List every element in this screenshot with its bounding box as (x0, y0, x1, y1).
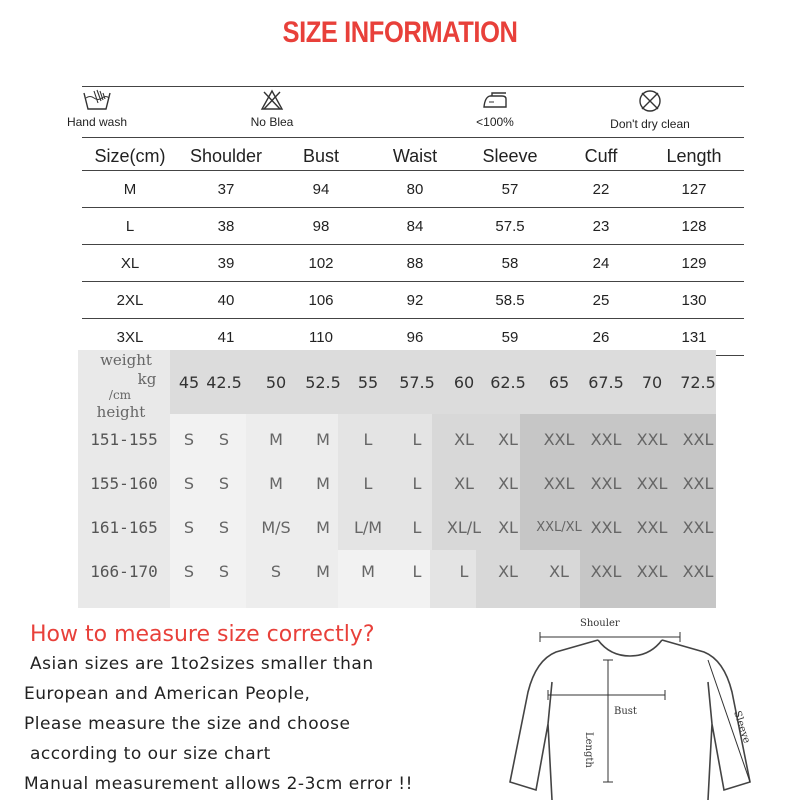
size-cell: XXL (590, 473, 622, 493)
size-cell: L (459, 561, 469, 581)
page-title: SIZE INFORMATION (282, 16, 518, 49)
column-header: Sleeve (462, 142, 558, 171)
size-cell: XL (498, 517, 518, 537)
measure-line: Manual measurement allows 2-3cm error !! (24, 774, 413, 794)
care-no-bleach (242, 87, 302, 129)
size-cell: XXL (543, 429, 575, 449)
table-cell: 3XL (82, 319, 178, 356)
table-cell: 127 (644, 171, 744, 208)
table-cell: 128 (644, 208, 744, 245)
iron-icon (480, 89, 510, 111)
size-cell: S (270, 561, 282, 581)
column-header: Cuff (558, 142, 644, 171)
size-cell: S (183, 517, 195, 537)
size-cell: XXL (590, 429, 622, 449)
size-cell: XXL (682, 561, 714, 581)
size-cell: XL (498, 561, 518, 581)
table-cell: 98 (274, 208, 368, 245)
table-row (82, 245, 744, 282)
column-header: Bust (274, 142, 368, 171)
table-cell: 40 (178, 282, 274, 319)
table-cell: 80 (368, 171, 462, 208)
sleeve-label: Sleeve (731, 709, 752, 745)
size-cell: M (269, 473, 283, 493)
size-table (82, 142, 744, 356)
table-cell: 110 (274, 319, 368, 356)
table-cell: 38 (178, 208, 274, 245)
size-cell: S (183, 561, 195, 581)
height-label: 151-155 (90, 429, 158, 449)
weight-label: 50 (265, 372, 287, 392)
table-cell: 25 (558, 282, 644, 319)
corner-weight-label: weight (100, 351, 152, 369)
size-cell: XL (549, 561, 569, 581)
table-cell: M (82, 171, 178, 208)
size-cell: S (218, 561, 230, 581)
weight-label: 55 (357, 372, 379, 392)
size-cell: XXL (682, 473, 714, 493)
care-label: No Blea (250, 115, 294, 129)
column-header: Waist (368, 142, 462, 171)
size-cell: XXL (590, 561, 622, 581)
size-cell: XL/L (446, 517, 482, 537)
column-header: Size(cm) (82, 142, 178, 171)
table-cell: L (82, 208, 178, 245)
table-cell: 22 (558, 171, 644, 208)
table-cell: 39 (178, 245, 274, 282)
table-cell: 84 (368, 208, 462, 245)
size-cell: XXL (636, 429, 668, 449)
table-row (82, 282, 744, 319)
table-cell: 23 (558, 208, 644, 245)
no-dry-clean-icon (638, 89, 662, 113)
weight-label: 57.5 (399, 372, 435, 392)
table-cell: XL (82, 245, 178, 282)
size-cell: M (316, 561, 330, 581)
table-cell: 131 (644, 319, 744, 356)
table-cell: 92 (368, 282, 462, 319)
corner-height-label: height (96, 403, 146, 421)
table-cell: 94 (274, 171, 368, 208)
table-cell: 58 (462, 245, 558, 282)
care-label: Don't dry clean (610, 117, 690, 131)
table-cell: 106 (274, 282, 368, 319)
table-cell: 41 (178, 319, 274, 356)
table-cell: 24 (558, 245, 644, 282)
weight-label: 62.5 (490, 372, 526, 392)
size-cell: S (183, 429, 195, 449)
table-cell: 96 (368, 319, 462, 356)
size-cell: XXL (682, 429, 714, 449)
height-label: 161-165 (90, 517, 158, 537)
care-hand-wash (60, 87, 134, 129)
size-cell: L/M (353, 517, 383, 537)
table-cell: 58.5 (462, 282, 558, 319)
care-instructions (66, 86, 744, 138)
height-label: 166-170 (90, 561, 158, 581)
size-cell: L (412, 473, 422, 493)
column-header: Length (644, 142, 744, 171)
size-cell: L (412, 561, 422, 581)
table-cell: 130 (644, 282, 744, 319)
table-cell: 26 (558, 319, 644, 356)
corner-cm-label: /cm (108, 388, 132, 402)
table-row (82, 208, 744, 245)
table-cell: 129 (644, 245, 744, 282)
size-cell: XL (454, 429, 474, 449)
measure-line: according to our size chart (30, 744, 271, 764)
bust-label: Bust (614, 706, 637, 717)
size-cell: S (218, 517, 230, 537)
care-iron (462, 87, 528, 129)
weight-height-chart (78, 350, 716, 608)
size-cell: XL (454, 473, 474, 493)
size-cell: S (218, 429, 230, 449)
size-cell: M (316, 429, 330, 449)
size-cell: L (412, 429, 422, 449)
size-cell: L (363, 473, 373, 493)
size-cell: XXL (590, 517, 622, 537)
shoulder-label: Shouler (580, 618, 620, 629)
weight-label: 70 (641, 372, 663, 392)
length-label: Length (583, 732, 594, 768)
corner-kg-label: kg (137, 370, 157, 388)
care-label: <100% (476, 115, 514, 129)
size-cell: XXL (682, 517, 714, 537)
size-cell: L (363, 429, 373, 449)
size-cell: L (412, 517, 422, 537)
measurement-diagram (500, 612, 760, 800)
size-cell: S (183, 473, 195, 493)
size-cell: XL (498, 429, 518, 449)
table-cell: 2XL (82, 282, 178, 319)
size-cell: XXL (636, 517, 668, 537)
table-cell: 88 (368, 245, 462, 282)
size-cell: M (316, 473, 330, 493)
table-cell: 57.5 (462, 208, 558, 245)
no-bleach-icon (260, 89, 284, 111)
size-cell: XL (498, 473, 518, 493)
column-header: Shoulder (178, 142, 274, 171)
weight-label: 72.5 (680, 372, 716, 392)
size-cell: M (316, 517, 330, 537)
size-cell: M (269, 429, 283, 449)
size-cell: S (218, 473, 230, 493)
measure-title: How to measure size correctly? (30, 622, 375, 647)
size-cell: M (361, 561, 375, 581)
measure-line: Asian sizes are 1to2sizes smaller than (30, 654, 374, 674)
measure-line: European and American People, (24, 684, 311, 704)
weight-label: 42.5 (206, 372, 242, 392)
weight-label: 52.5 (305, 372, 341, 392)
table-cell: 59 (462, 319, 558, 356)
weight-label: 67.5 (588, 372, 624, 392)
table-row (82, 171, 744, 208)
table-cell: 57 (462, 171, 558, 208)
size-cell: XXL (636, 561, 668, 581)
height-label: 155-160 (90, 473, 158, 493)
weight-label: 60 (453, 372, 475, 392)
measure-line: Please measure the size and choose (24, 714, 351, 734)
care-label: Hand wash (66, 115, 128, 129)
table-cell: 37 (178, 171, 274, 208)
size-table-header (82, 142, 744, 171)
care-no-dry-clean (602, 87, 698, 131)
size-cell: XXL/XL (536, 519, 582, 535)
size-cell: M/S (261, 517, 291, 537)
hand-wash-icon (82, 89, 112, 111)
size-cell: XXL (543, 473, 575, 493)
weight-label: 45 (178, 372, 200, 392)
size-cell: XXL (636, 473, 668, 493)
table-cell: 102 (274, 245, 368, 282)
weight-label: 65 (548, 372, 570, 392)
